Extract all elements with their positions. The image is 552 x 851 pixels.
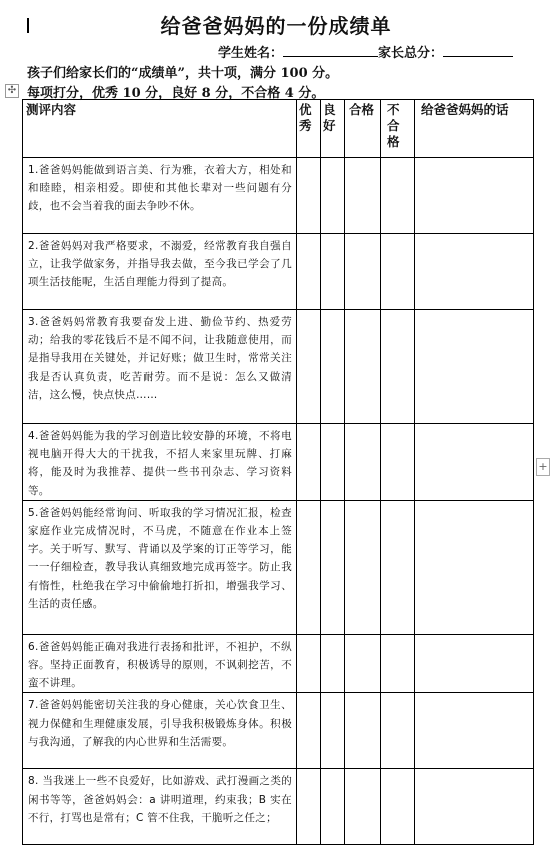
score-fail-cell[interactable] [381,310,415,424]
message-cell[interactable] [415,500,534,634]
header-message: 给爸爸妈妈的话 [415,100,534,158]
message-cell[interactable] [415,158,534,234]
message-cell[interactable] [415,424,534,501]
table-row [23,500,534,634]
score-good-cell[interactable] [321,310,345,424]
score-fail-cell[interactable] [381,234,415,310]
student-name-blank[interactable] [283,43,378,57]
score-pass-cell[interactable] [345,693,381,769]
evaluation-table [22,99,534,845]
message-cell[interactable] [415,234,534,310]
table-row [23,424,534,501]
score-excellent-cell[interactable] [297,310,321,424]
score-pass-cell[interactable] [345,769,381,845]
table-row [23,693,534,769]
score-good-cell[interactable] [321,424,345,501]
item-text: 8. 当我迷上一些不良爱好，比如游戏、武打漫画之类的闲书等等，爸爸妈妈会：a 讲明道理，约束我；B 实在不行，打骂也是常有；C 管不住我，干脆听之任之； [23,769,297,845]
score-fail-cell[interactable] [381,424,415,501]
score-excellent-cell[interactable] [297,769,321,845]
score-excellent-cell[interactable] [297,500,321,634]
item-text: 4.爸爸妈妈能为我的学习创造比较安静的环境，不将电视电脑开得大大的干扰我，不招人来家里玩牌、打麻将，能及时为我推荐、提供一些书刊杂志、学习资料等。 [23,424,297,501]
rules-line-1: 孩子们给家长们的“成绩单”，共十项，满分 100 分。 [27,66,339,81]
page-title: 给爸爸妈妈的一份成绩单 [160,14,392,38]
table-row [23,158,534,234]
score-fail-cell[interactable] [381,769,415,845]
item-text: 5.爸爸妈妈能经常询问、听取我的学习情况汇报，检查家庭作业完成情况时，不马虎，不随意在作业本上签字。关于听写、默写、背诵以及学案的订正等学习，能一一仔细检查，教导我认真细致地完成再签字。防止我有惰性，杜绝我在学习中偷偷地打折扣，增强我学习、生活的责任感。 [23,500,297,634]
table-row [23,769,534,845]
score-excellent-cell[interactable] [297,234,321,310]
score-good-cell[interactable] [321,500,345,634]
header-good: 良好 [321,100,345,158]
score-fail-cell[interactable] [381,634,415,693]
score-excellent-cell[interactable] [297,693,321,769]
item-text: 7.爸爸妈妈能密切关注我的身心健康，关心饮食卫生、视力保健和生理健康发展，引导我积极锻炼身体。积极与我沟通，了解我的内心世界和生活需要。 [23,693,297,769]
parent-total-label: 家长总分： [378,46,444,61]
score-fail-cell[interactable] [381,158,415,234]
table-row [23,310,534,424]
header-pass: 合格 [345,100,381,158]
message-cell[interactable] [415,310,534,424]
item-text: 1.爸爸妈妈能做到语言美、行为雅，衣着大方，相处和和睦睦，相亲相爱。即使和其他长辈对一些问题有分歧，也不会当着我的面去争吵不休。 [23,158,297,234]
header-content: 测评内容 [23,100,297,158]
rules-line-2: 每项打分，优秀 10 分，良好 8 分，不合格 4 分。 [27,86,325,101]
score-good-cell[interactable] [321,693,345,769]
score-fail-cell[interactable] [381,500,415,634]
item-text: 2.爸爸妈妈对我严格要求，不溺爱，经常教育我自强自立，让我学做家务，并指导我去做，至今我已学会了几项生活技能呢，生活自理能力得到了提高。 [23,234,297,310]
score-pass-cell[interactable] [345,424,381,501]
message-cell[interactable] [415,693,534,769]
parent-total-blank[interactable] [443,43,513,57]
item-text: 6.爸爸妈妈能正确对我进行表扬和批评，不袒护，不纵容。坚持正面教育，积极诱导的原则，不讽刺挖苦，不蛮不讲理。 [23,634,297,693]
score-pass-cell[interactable] [345,158,381,234]
score-pass-cell[interactable] [345,234,381,310]
add-column-icon[interactable]: + [536,458,550,476]
header-row [23,100,534,158]
item-text: 3.爸爸妈妈常教育我要奋发上进、勤俭节约、热爱劳动；给我的零花钱后不是不闻不问，让我随意使用，而是指导我用在关键处，并记好账；做卫生时，常常关注我是否认真负责，吃苦耐劳。而不是说：怎么又做清洁，这么慢，快点快点…… [23,310,297,424]
score-excellent-cell[interactable] [297,424,321,501]
message-cell[interactable] [415,769,534,845]
score-excellent-cell[interactable] [297,158,321,234]
info-line [218,42,513,61]
table-row [23,234,534,310]
score-good-cell[interactable] [321,158,345,234]
score-pass-cell[interactable] [345,500,381,634]
student-name-label: 学生姓名： [218,46,284,61]
score-pass-cell[interactable] [345,634,381,693]
header-excellent: 优秀 [297,100,321,158]
score-excellent-cell[interactable] [297,634,321,693]
table-move-handle-icon[interactable]: ✣ [5,84,19,98]
score-pass-cell[interactable] [345,310,381,424]
header-fail: 不合格 [381,100,415,158]
score-good-cell[interactable] [321,234,345,310]
score-good-cell[interactable] [321,634,345,693]
score-fail-cell[interactable] [381,693,415,769]
score-good-cell[interactable] [321,769,345,845]
message-cell[interactable] [415,634,534,693]
table-row [23,634,534,693]
